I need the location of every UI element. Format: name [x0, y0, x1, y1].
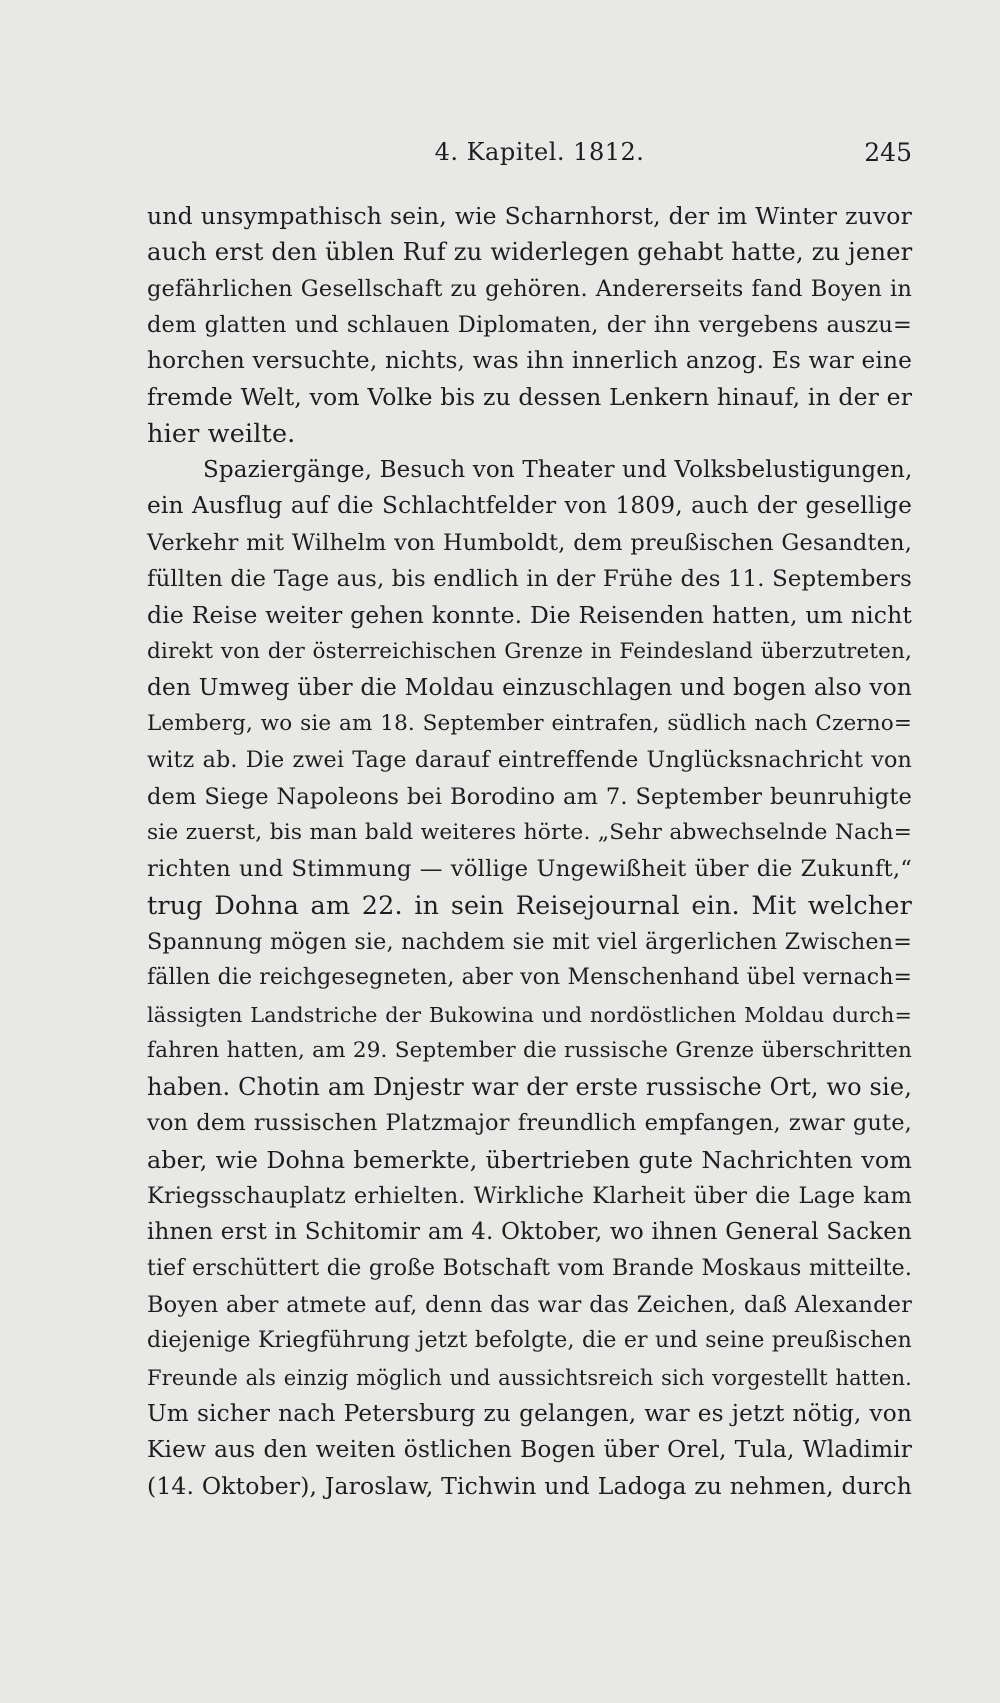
text-line: von dem russischen Platzmajor freundlich empfangen, zwar gute,: [147, 1110, 912, 1137]
text-line: lässigten Landstriche der Bukowina und nordöstlichen Moldau durch=: [147, 1002, 912, 1027]
paragraph-first-line: Spaziergänge, Besuch von Theater und Volksbelustigungen,: [203, 457, 913, 484]
page-header: [147, 138, 912, 174]
page-number: 245: [864, 138, 912, 167]
text-line: horchen versuchte, nichts, was ihn innerlich anzog. Es war eine: [147, 347, 912, 375]
text-line: aber, wie Dohna bemerkte, übertrieben gute Nachrichten vom: [147, 1145, 912, 1174]
text-line: fahren hatten, am 29. September die russische Grenze überschritten: [147, 1037, 912, 1063]
text-line: tief erschüttert die große Botschaft vom Brande Moskaus mitteilte.: [147, 1255, 912, 1281]
text-line: dem Siege Napoleons bei Borodino am 7. September beunruhigte: [147, 783, 912, 810]
text-line: diejenige Kriegführung jetzt befolgte, die er und seine preußischen: [147, 1328, 912, 1354]
text-line: sie zuerst, bis man bald weiteres hörte. „Sehr abwechselnde Nach=: [147, 820, 912, 846]
text-line: und unsympathisch sein, wie Scharnhorst, der im Winter zuvor: [147, 202, 912, 230]
text-line: Lemberg, wo sie am 18. September eintrafen, südlich nach Czerno=: [147, 711, 912, 737]
text-line: witz ab. Die zwei Tage darauf eintreffende Unglücksnachricht von: [147, 747, 912, 774]
text-line: fällen die reichgesegneten, aber von Menschenhand übel vernach=: [147, 965, 913, 991]
body-text: [147, 198, 912, 1505]
text-line: Spannung mögen sie, nachdem sie mit viel ärgerlichen Zwischen=: [147, 928, 912, 955]
text-line: Um sicher nach Petersburg zu gelangen, war es jetzt nötig, von: [147, 1399, 912, 1427]
text-line: richten und Stimmung — völlige Ungewißheit über die Zukunft,“: [147, 856, 912, 883]
text-line: den Umweg über die Moldau einzuschlagen und bogen also von: [147, 673, 912, 701]
text-line: Freunde als einzig möglich und aussichtsreich sich vorgestellt hatten.: [147, 1365, 912, 1390]
text-line: fremde Welt, vom Volke bis zu dessen Lenkern hinauf, in der er: [147, 383, 913, 412]
text-line: direkt von der österreichischen Grenze in Feindesland überzutreten,: [147, 638, 912, 664]
text-line: trug Dohna am 22. in sein Reisejournal ein. Mit welcher: [147, 890, 912, 921]
text-line: Boyen aber atmete auf, denn das war das Zeichen, daß Alexander: [147, 1291, 912, 1318]
text-line: dem glatten und schlauen Diplomaten, der ihn vergebens auszu=: [147, 311, 912, 338]
text-line: Verkehr mit Wilhelm von Humboldt, dem preußischen Gesandten,: [147, 529, 912, 556]
text-line: auch erst den üblen Ruf zu widerlegen gehabt hatte, zu jener: [147, 237, 913, 267]
running-head: 4. Kapitel. 1812.: [434, 138, 645, 166]
text-line: Kiew aus den weiten östlichen Bogen über Orel, Tula, Wladimir: [147, 1436, 912, 1464]
text-line: Kriegsschauplatz erhielten. Wirkliche Klarheit über die Lage kam: [147, 1183, 912, 1210]
text-line: gefährlichen Gesellschaft zu gehören. Andererseits fand Boyen in: [147, 275, 912, 302]
text-line: (14. Oktober), Jaroslaw, Tichwin und Ladoga zu nehmen, durch: [147, 1472, 912, 1501]
text-line: ihnen erst in Schitomir am 4. Oktober, wo ihnen General Sacken: [147, 1219, 912, 1246]
text-line: hier weilte.: [147, 418, 296, 449]
text-line: ein Ausflug auf die Schlachtfelder von 1809, auch der gesellige: [147, 492, 912, 520]
text-line: die Reise weiter gehen konnte. Die Reisenden hatten, um nicht: [147, 601, 912, 630]
text-line: haben. Chotin am Dnjestr war der erste russische Ort, wo sie,: [147, 1073, 912, 1102]
text-line: füllten die Tage aus, bis endlich in der Frühe des 11. Septembers: [147, 565, 912, 592]
